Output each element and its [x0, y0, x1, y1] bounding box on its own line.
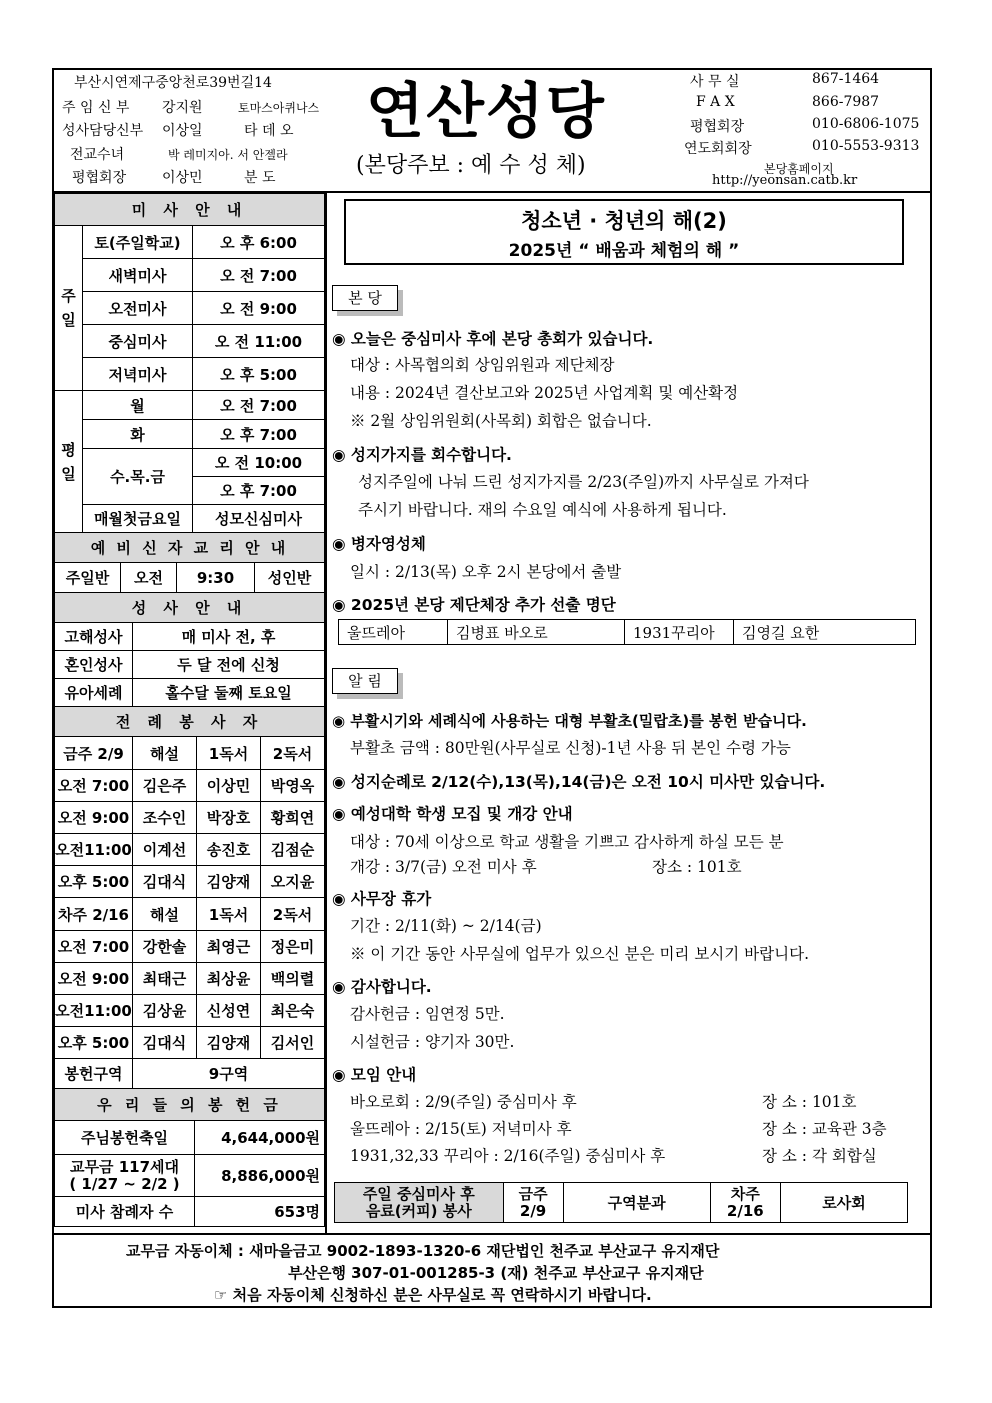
staff-name: 이상민: [162, 170, 203, 186]
contact-value: 867-1464: [812, 71, 880, 87]
minister-cell: 최은숙: [261, 995, 325, 1027]
contact-label: 사 무 실: [690, 74, 740, 90]
mass-name: 저녁미사: [83, 358, 193, 391]
notice-line: ※ 이 기간 동안 사무실에 업무가 있으신 분은 미리 보시기 바랍니다.: [350, 945, 809, 963]
minister-cell: 오전 9:00: [55, 963, 133, 995]
staff-role: 성사담당신부: [62, 123, 144, 139]
notice-section-tab: 알 림: [332, 668, 398, 694]
mass-name: 토(주일학교): [83, 226, 193, 259]
notice-line: 기간 : 2/11(화) ~ 2/14(금): [350, 917, 542, 935]
meeting-what: 울뜨레아 : 2/15(토) 저녁미사 후: [350, 1120, 572, 1138]
minister-cell: 김대식: [133, 866, 197, 898]
minister-cell: 오전 9:00: [55, 802, 133, 834]
footer-line: 교무금 자동이체 : 새마을금고 9002-1893-1320-6 재단법인 천주교 부산교구 유지재단: [126, 1242, 720, 1260]
duty-week: [710, 1183, 780, 1223]
sacrament-desc: 두 달 전에 신청: [133, 651, 325, 679]
staff-role: 전교수녀: [70, 147, 125, 163]
duty-label-line: 음료(커피) 봉사: [365, 1201, 472, 1220]
minister-cell: 정은미: [261, 931, 325, 963]
minister-cell: 김양재: [197, 866, 261, 898]
staff-role: 평협회장: [72, 170, 127, 186]
duty-table: [334, 1182, 908, 1223]
minister-cell: 김서인: [261, 1027, 325, 1059]
staff-name: 이상일: [162, 123, 203, 139]
offering-label: [55, 1155, 195, 1197]
catechumen-cell: 주일반: [55, 563, 121, 593]
mass-time: 오 후 6:00: [193, 226, 325, 259]
sacrament-desc: 매 미사 전, 후: [133, 623, 325, 651]
offering-label-main: 교무금 117세대: [70, 1157, 179, 1176]
minister-cell: 오후 5:00: [55, 1027, 133, 1059]
footer-divider: [52, 1233, 932, 1235]
minister-header-cell: 차주 2/16: [55, 898, 133, 931]
minister-cell: 백의렬: [261, 963, 325, 995]
mass-table: [54, 193, 325, 533]
homepage-label: 본당홈페이지: [764, 162, 834, 176]
offering-amount: 653명: [195, 1197, 325, 1227]
minister-cell: 강한솔: [133, 931, 197, 963]
minister-cell: 조수인: [133, 802, 197, 834]
minister-header-cell: 해설: [133, 898, 197, 931]
minister-cell: 박영옥: [261, 770, 325, 802]
catechumen-cell: 오전: [121, 563, 177, 593]
notice-line: 성지주일에 나눠 드린 성지가지를 2/23(주일)까지 사무실로 가져다: [358, 473, 809, 491]
minister-cell: 김점순: [261, 834, 325, 866]
contact-value: 010-5553-9313: [812, 138, 920, 154]
contact-label: 연도회회장: [684, 141, 752, 157]
staff-role: 주 임 신 부: [62, 100, 130, 116]
mass-time: 오 후 7:00: [193, 477, 325, 505]
offering-label: 주님봉헌축일: [55, 1121, 195, 1155]
notice-line: 감사헌금 : 임연정 5만.: [350, 1005, 505, 1023]
minister-cell: 최태근: [133, 963, 197, 995]
minister-header-cell: 2독서: [261, 898, 325, 931]
minister-cell: 오후 5:00: [55, 866, 133, 898]
notice-line: 일시 : 2/13(목) 오후 2시 본당에서 출발: [350, 563, 622, 581]
notice-title: ◉ 오늘은 중심미사 후에 본당 총회가 있습니다.: [332, 330, 654, 348]
notice-line: 개강 : 3/7(금) 오전 미사 후: [350, 858, 537, 876]
duty-label: [335, 1183, 504, 1223]
minister-cell: 오전 7:00: [55, 770, 133, 802]
sacrament-desc: 홀수달 둘째 토요일: [133, 679, 325, 707]
sacrament-table: [54, 592, 325, 707]
column-divider: [325, 191, 327, 1233]
offering-label-period: ( 1/27 ~ 2/2 ): [69, 1174, 180, 1193]
notice-line: 주시기 바랍니다. 재의 수요일 예식에 사용하게 됩니다.: [358, 501, 727, 519]
duty-week-date: 2/9: [519, 1201, 547, 1220]
duty-group: 구역분과: [563, 1183, 710, 1223]
homepage-url[interactable]: http://yeonsan.catb.kr: [712, 173, 858, 188]
staff-baptism: 토마스아퀴나스: [238, 101, 320, 115]
mass-time: 오 전 7:00: [193, 391, 325, 420]
minister-cell: 오전11:00: [55, 834, 133, 866]
duty-week-label: 차주: [730, 1184, 760, 1203]
minister-cell: 신성연: [197, 995, 261, 1027]
minister-cell: 최상윤: [197, 963, 261, 995]
elected-cell: 김영길 요한: [734, 620, 916, 645]
notice-title: ◉ 모임 안내: [332, 1066, 417, 1084]
catechumen-table: [54, 532, 325, 593]
notice-line: 장소 : 101호: [652, 858, 742, 876]
mass-name: 월: [83, 391, 193, 420]
minister-header-cell: 금주 2/9: [55, 737, 133, 770]
meeting-what: 바오로회 : 2/9(주일) 중심미사 후: [350, 1093, 577, 1111]
duty-week: [503, 1183, 563, 1223]
offering-zone-label: 봉헌구역: [55, 1059, 133, 1089]
notice-title: ◉ 부활시기와 세례식에 사용하는 대형 부활초(밀랍초)를 봉헌 받습니다.: [332, 712, 807, 730]
mass-name: 수.목.금: [83, 449, 193, 505]
mass-name: 새벽미사: [83, 259, 193, 292]
mass-name: 매월첫금요일: [83, 505, 193, 533]
meeting-where: 장 소 : 101호: [762, 1093, 857, 1111]
minister-cell: 황희연: [261, 802, 325, 834]
notice-line: 대상 : 사목협의회 상임위원과 제단체장: [350, 356, 615, 374]
minister-cell: 송진호: [197, 834, 261, 866]
catechumen-cell: 9:30: [177, 563, 255, 593]
catechumen-cell: 성인반: [255, 563, 325, 593]
offering-zone: 9구역: [133, 1059, 325, 1089]
minister-cell: 오전 7:00: [55, 931, 133, 963]
left-column: [54, 193, 324, 1227]
minister-header-cell: 1독서: [197, 898, 261, 931]
offering-label: 미사 참례자 수: [55, 1197, 195, 1227]
offering-amount: 4,644,000원: [195, 1121, 325, 1155]
minister-cell: 이계선: [133, 834, 197, 866]
contact-label: F A X: [696, 94, 735, 110]
minister-header-cell: 2독서: [261, 737, 325, 770]
catechumen-heading: 예 비 신 자 교 리 안 내: [55, 533, 325, 563]
notice-title: ◉ 사무장 휴가: [332, 890, 432, 908]
minister-cell: 김대식: [133, 1027, 197, 1059]
mass-time: 오 후 5:00: [193, 358, 325, 391]
minister-heading: 전 례 봉 사 자: [55, 707, 325, 737]
elected-cell: 1931꾸리아: [625, 620, 734, 645]
duty-week-date: 2/16: [726, 1201, 764, 1220]
page-subtitle: (본당주보 : 예 수 성 체): [356, 153, 586, 178]
theme-banner: [344, 199, 904, 265]
mass-name: 화: [83, 420, 193, 449]
notice-line: 대상 : 70세 이상으로 학교 생활을 기쁘고 감사하게 하실 모든 분: [350, 833, 784, 851]
minister-cell: 오지윤: [261, 866, 325, 898]
duty-label-line: 주일 중심미사 후: [362, 1184, 475, 1203]
mass-heading: 미 사 안 내: [55, 194, 325, 226]
minister-cell: 최영근: [197, 931, 261, 963]
offering-amount: 8,886,000원: [195, 1155, 325, 1197]
minister-cell: 김양재: [197, 1027, 261, 1059]
meeting-where: 장 소 : 교육관 3층: [762, 1120, 887, 1138]
weekday-label: 평일: [55, 391, 83, 533]
mass-time: 오 전 10:00: [193, 449, 325, 477]
minister-table: [54, 706, 325, 1089]
sunday-label: 주일: [55, 226, 83, 391]
notice-line: 부활초 금액 : 80만원(사무실로 신청)-1년 사용 뒤 본인 수령 가능: [350, 739, 791, 757]
offering-table: [54, 1088, 325, 1227]
meeting-where: 장 소 : 각 회합실: [762, 1147, 877, 1165]
footer-line: ☞ 처음 자동이체 신청하신 분은 사무실로 꼭 연락하시기 바랍니다.: [214, 1286, 652, 1304]
notice-title: ◉ 예성대학 학생 모집 및 개강 안내: [332, 805, 573, 823]
parish-section-tab: 본 당: [332, 285, 398, 311]
mass-name: 중심미사: [83, 325, 193, 358]
duty-week-label: 금주: [518, 1184, 548, 1203]
sacrament-heading: 성 사 안 내: [55, 593, 325, 623]
staff-name: 강지원: [162, 100, 203, 116]
notice-title: ◉ 성지가지를 회수합니다.: [332, 446, 512, 464]
mass-time: 성모신심미사: [193, 505, 325, 533]
notice-line: ※ 2월 상임위원회(사목회) 회합은 없습니다.: [350, 412, 652, 430]
minister-cell: 이상민: [197, 770, 261, 802]
notice-title: ◉ 2025년 본당 제단체장 추가 선출 명단: [332, 596, 616, 614]
notice-line: 시설헌금 : 양기자 30만.: [350, 1033, 515, 1051]
staff-name: 박 레미지아. 서 안젤라: [168, 148, 288, 162]
elected-cell: 울뜨레아: [339, 620, 448, 645]
elected-table: [338, 619, 916, 645]
notice-title: ◉ 성지순례로 2/12(수),13(목),14(금)은 오전 10시 미사만 있습니다.: [332, 773, 826, 791]
mass-time: 오 전 9:00: [193, 292, 325, 325]
contact-value: 010-6806-1075: [812, 116, 920, 132]
contact-value: 866-7987: [812, 94, 880, 110]
sacrament-name: 혼인성사: [55, 651, 133, 679]
minister-cell: 박장호: [197, 802, 261, 834]
banner-subtitle: 2025년 “ 배움과 체험의 해 ”: [508, 241, 740, 261]
footer-line: 부산은행 307-01-001285-3 (재) 천주교 부산교구 유지재단: [288, 1264, 704, 1282]
minister-cell: 김은주: [133, 770, 197, 802]
mass-name: 오전미사: [83, 292, 193, 325]
address: 부산시연제구중앙천로39번길14: [74, 75, 272, 91]
banner-title: 청소년 · 청년의 해(2): [521, 209, 727, 233]
contact-label: 평협회장: [690, 119, 745, 135]
page-title: 연산성당: [366, 77, 606, 147]
minister-header-cell: 1독서: [197, 737, 261, 770]
mass-time: 오 전 7:00: [193, 259, 325, 292]
minister-cell: 김상윤: [133, 995, 197, 1027]
sacrament-name: 고해성사: [55, 623, 133, 651]
mass-time: 오 전 11:00: [193, 325, 325, 358]
sacrament-name: 유아세례: [55, 679, 133, 707]
notice-line: 내용 : 2024년 결산보고와 2025년 사업계획 및 예산확정: [350, 384, 739, 402]
notice-title: ◉ 병자영성체: [332, 535, 426, 553]
minister-header-cell: 해설: [133, 737, 197, 770]
staff-baptism: 타 데 오: [244, 123, 294, 139]
staff-baptism: 분 도: [244, 170, 276, 186]
offering-heading: 우 리 들 의 봉 헌 금: [55, 1089, 325, 1121]
meeting-what: 1931,32,33 꾸리아 : 2/16(주일) 중심미사 후: [350, 1147, 666, 1165]
elected-cell: 김병표 바오로: [448, 620, 625, 645]
duty-group: 로사회: [781, 1183, 908, 1223]
mass-time: 오 후 7:00: [193, 420, 325, 449]
minister-cell: 오전11:00: [55, 995, 133, 1027]
notice-title: ◉ 감사합니다.: [332, 978, 432, 996]
